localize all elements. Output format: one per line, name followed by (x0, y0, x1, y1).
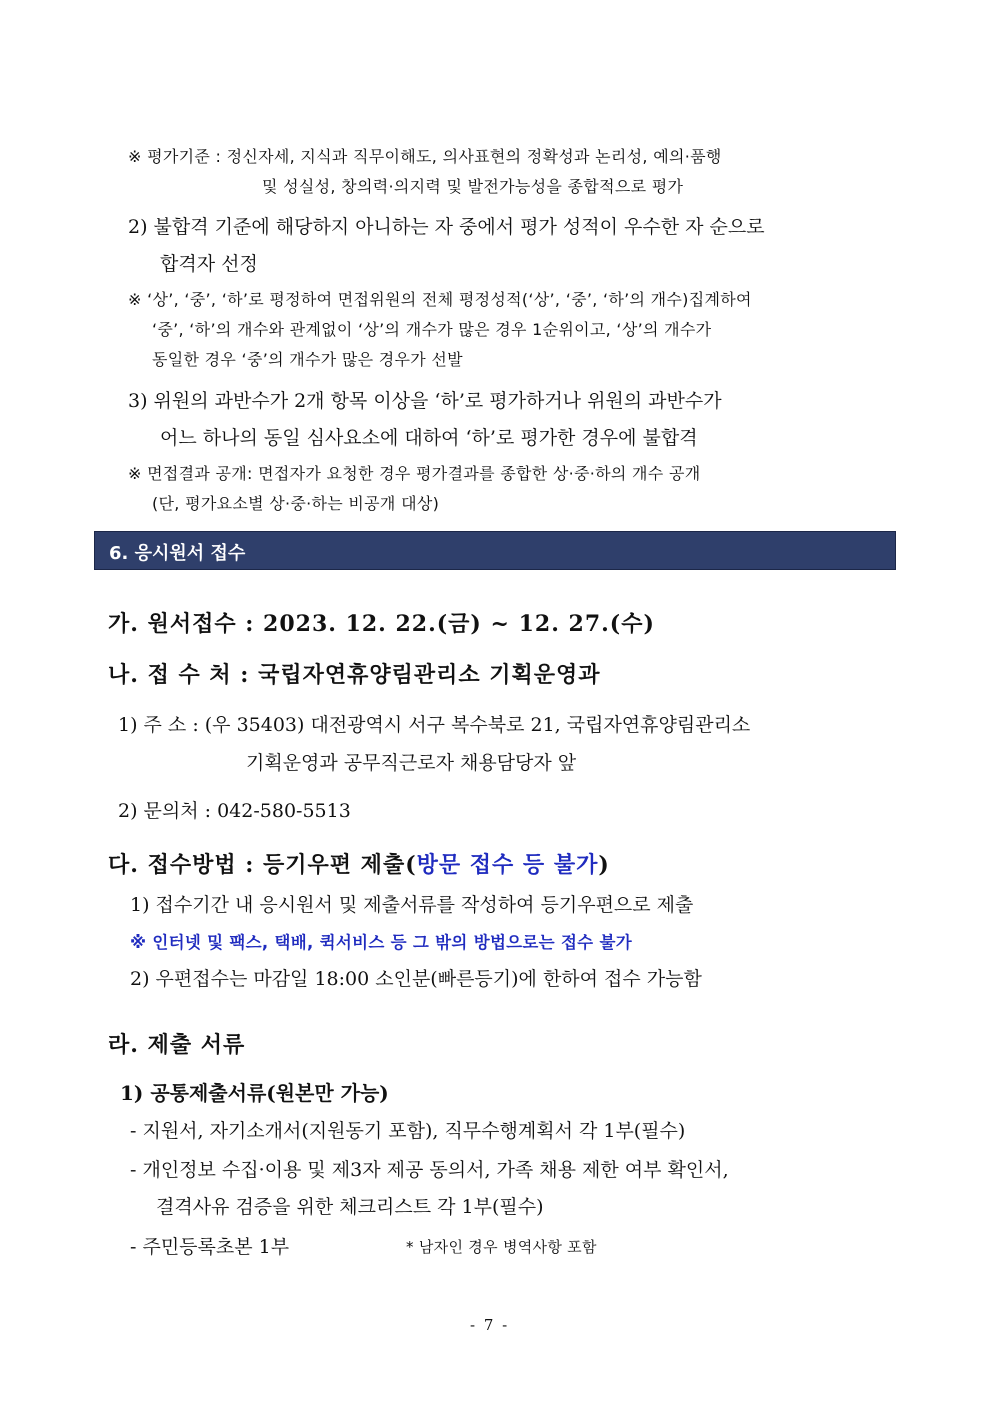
eval-item2-line2: 합격자 선정 (160, 253, 258, 275)
method-line1: 1) 접수기간 내 응시원서 및 제출서류를 작성하여 등기우편으로 제출 (130, 894, 694, 916)
rating-note-line2: ‘중’, ‘하’의 개수와 관계없이 ‘상’의 개수가 많은 경우 1순위이고, ‘상’의 개수가 (152, 320, 712, 339)
address-line2: 기획운영과 공무직근로자 채용담당자 앞 (246, 752, 577, 774)
documents-heading: 라. 제출 서류 (108, 1032, 246, 1058)
apply-place-heading: 나. 접 수 처 : 국립자연휴양림관리소 기획운영과 (108, 662, 601, 688)
apply-method-suffix: ) (598, 852, 610, 878)
disclosure-note-line1: ※ 면접결과 공개: 면접자가 요청한 경우 평가결과를 종합한 상·중·하의 개수 공개 (128, 464, 701, 483)
section-title: 6. 응시원서 접수 (109, 543, 246, 564)
contact-line: 2) 문의처 : 042-580-5513 (118, 800, 351, 822)
apply-method-highlight: 방문 접수 등 불가 (416, 852, 599, 878)
docs-item2-line1: - 개인정보 수집·이용 및 제3자 제공 동의서, 가족 채용 제한 여부 확인서, (130, 1159, 729, 1181)
docs-item2-line2: 결격사유 검증을 위한 체크리스트 각 1부(필수) (156, 1196, 544, 1218)
eval-item3-line1: 3) 위원의 과반수가 2개 항목 이상을 ‘하’로 평가하거나 위원의 과반수가 (128, 390, 722, 412)
method-line2: 2) 우편접수는 마감일 18:00 소인분(빠른등기)에 한하여 접수 가능함 (130, 968, 702, 990)
apply-period-heading: 가. 원서접수 : 2023. 12. 22.(금) ~ 12. 27.(수) (108, 611, 655, 637)
docs-item1: - 지원서, 자기소개서(지원동기 포함), 직무수행계획서 각 1부(필수) (130, 1120, 686, 1142)
criteria-note-line1: ※ 평가기준 : 정신자세, 지식과 직무이해도, 의사표현의 정확성과 논리성, 예의·품행 (128, 147, 722, 166)
docs-item3-note: * 남자인 경우 병역사항 포함 (406, 1238, 597, 1256)
eval-item3-line2: 어느 하나의 동일 심사요소에 대하여 ‘하’로 평가한 경우에 불합격 (160, 427, 698, 449)
rating-note-line1: ※ ‘상’, ‘중’, ‘하’로 평정하여 면접위원의 전체 평정성적(‘상’, ‘중’, ‘하’의 개수)집계하여 (128, 290, 752, 309)
page-number: - 7 - (470, 1316, 510, 1334)
eval-item2-line1: 2) 불합격 기준에 해당하지 아니하는 자 중에서 평가 성적이 우수한 자 순으로 (128, 216, 765, 238)
criteria-note-line2: 및 성실성, 창의력·의지력 및 발전가능성을 종합적으로 평가 (262, 177, 684, 196)
apply-method-heading (108, 848, 610, 879)
method-warning-note: ※ 인터넷 및 팩스, 택배, 퀵서비스 등 그 밖의 방법으로는 접수 불가 (130, 933, 632, 952)
docs-item3: - 주민등록초본 1부 (130, 1236, 290, 1258)
disclosure-note-line2: (단, 평가요소별 상·중·하는 비공개 대상) (152, 494, 440, 513)
address-line1: 1) 주 소 : (우 35403) 대전광역시 서구 복수북로 21, 국립자연휴양림관리소 (118, 714, 751, 736)
rating-note-line3: 동일한 경우 ‘중’의 개수가 많은 경우가 선발 (152, 350, 463, 369)
apply-method-prefix: 다. 접수방법 : 등기우편 제출( (108, 852, 417, 878)
common-docs-title: 1) 공통제출서류(원본만 가능) (120, 1081, 389, 1105)
section-header-bar (94, 531, 896, 570)
